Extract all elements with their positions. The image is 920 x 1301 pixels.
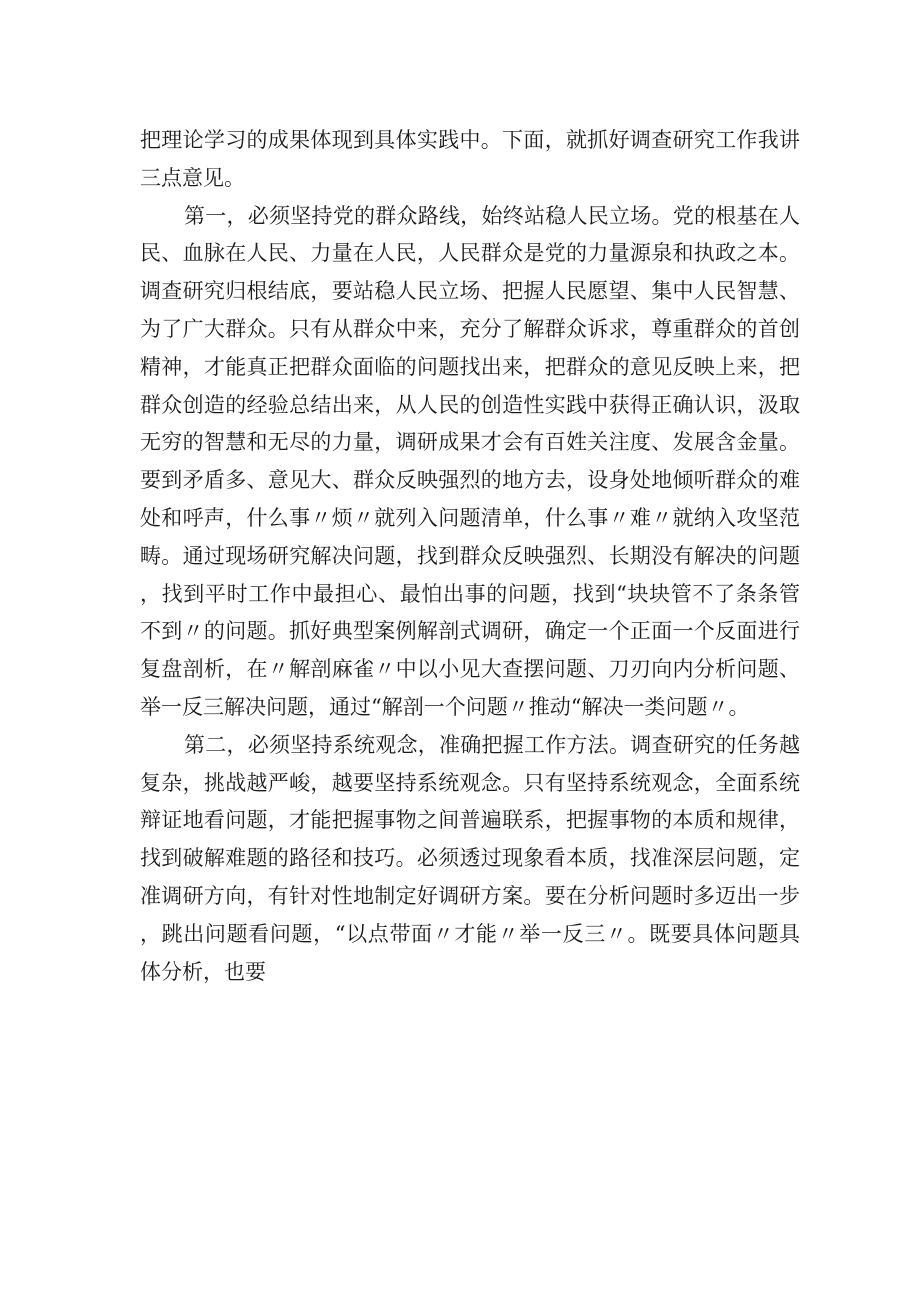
document-body: [140, 122, 800, 991]
paragraph-intro: 把理论学习的成果体现到具体实践中。下面，就抓好调查研究工作我讲三点意见。: [140, 128, 800, 190]
paragraph-point-one: 第一，必须坚持党的群众路线，始终站稳人民立场。党的根基在人民、血脉在人民、力量在人民，人民群众是党的力量源泉和执政之本。调查研究归根结底，要站稳人民立场、把握人民愿望、集中人民智慧、为了广大群众。只有从群众中来，充分了解群众诉求，尊重群众的首创精神，才能真正把群众面临的问题找出来，把群众的意见反映上来，把群众创造的经验总结出来，从人民的创造性实践中获得正确认识，汲取无穷的智慧和无尽的力量，调研成果才会有百姓关注度、发展含金量。要到矛盾多、意见大、群众反映强烈的地方去，设身处地倾听群众的难处和呼声，什么事〃烦〃就列入问题清单，什么事〃难〃就纳入攻坚范畴。通过现场研究解决问题，找到群众反映强烈、长期没有解决的问题，找到平时工作中最担心、最怕出事的问题，找到“块块管不了条条管不到〃的问题。抓好典型案例解剖式调研，确定一个正面一个反面进行复盘剖析，在〃解剖麻雀〃中以小见大查摆问题、刀刃向内分析问题、举一反三解决问题，通过“解剖一个问题〃推动“解决一类问题〃。: [140, 203, 800, 719]
paragraph-point-two: 第二，必须坚持系统观念，准确把握工作方法。调查研究的任务越复杂，挑战越严峻，越要坚持系统观念。只有坚持系统观念，全面系统辩证地看问题，才能把握事物之间普遍联系，把握事物的本质和规律，找到破解难题的路径和技巧。必须透过现象看本质，找准深层问题，定准调研方向，有针对性地制定好调研方案。要在分析问题时多迈出一步，跳出问题看问题，“以点带面〃才能〃举一反三〃。既要具体问题具体分析，也要: [140, 732, 800, 984]
